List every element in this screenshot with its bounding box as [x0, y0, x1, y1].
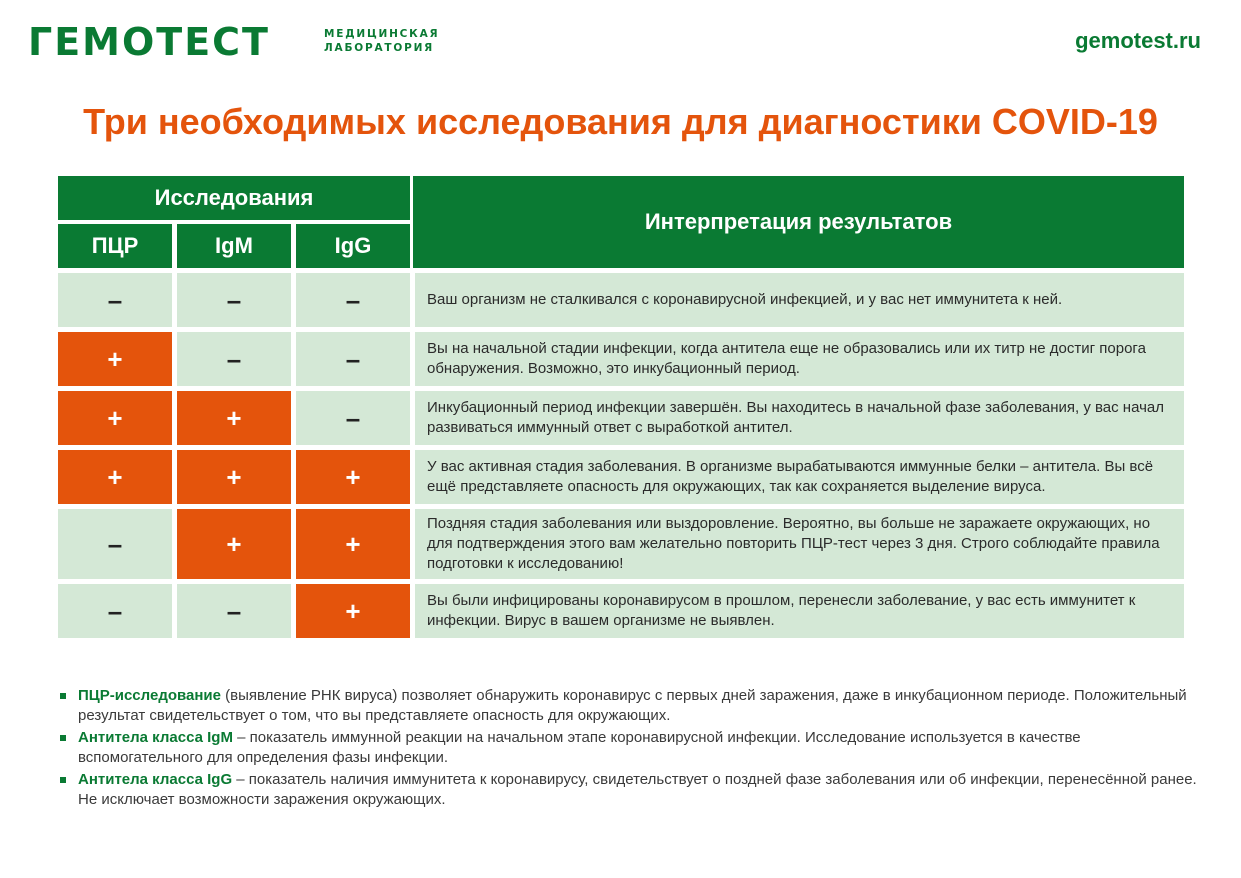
- col-header-igm: IgM: [177, 224, 291, 268]
- brand-subtitle-line-2: ЛАБОРАТОРИЯ: [324, 42, 435, 54]
- result-cell-igm: –: [177, 332, 291, 386]
- brand-subtitle-line-1: МЕДИЦИНСКАЯ: [324, 28, 440, 40]
- table-body: [58, 273, 1184, 638]
- note-item: [58, 686, 1198, 726]
- table-row: [58, 584, 1184, 638]
- result-cell-pcr: +: [58, 332, 172, 386]
- results-table: [58, 176, 1184, 638]
- brand-logo: ГЕМОТЕСТ: [28, 20, 270, 64]
- tests-group-header: Исследования: [58, 176, 410, 220]
- result-cell-igm: –: [177, 273, 291, 327]
- page-title: Три необходимых исследования для диагностики COVID-19: [83, 101, 1158, 142]
- bullet-icon: [60, 693, 66, 699]
- bullet-icon: [60, 735, 66, 741]
- result-cell-pcr: –: [58, 584, 172, 638]
- interpretation-text: Вы были инфицированы коронавирусом в прошлом, перенесли заболевание, у вас есть иммунитет к инфекции. Вирус в вашем организме не выявлен.: [415, 584, 1184, 638]
- result-cell-igg: +: [296, 450, 410, 504]
- table-row: [58, 391, 1184, 445]
- table-row: [58, 332, 1184, 386]
- result-cell-igm: –: [177, 584, 291, 638]
- result-cell-igg: +: [296, 584, 410, 638]
- result-cell-igg: –: [296, 332, 410, 386]
- interpretation-header: Интерпретация результатов: [413, 176, 1184, 268]
- interpretation-text: У вас активная стадия заболевания. В организме вырабатываются иммунные белки – антитела. Вы всё ещё представляете опасность для окружающих, так как сохраняется выделение вируса.: [415, 450, 1184, 504]
- note-term: Антитела класса IgG: [78, 771, 233, 788]
- interpretation-text: Ваш организм не сталкивался с коронавирусной инфекцией, и у вас нет иммунитета к ней.: [415, 273, 1184, 327]
- table-row: [58, 450, 1184, 504]
- interpretation-text: Инкубационный период инфекции завершён. Вы находитесь в начальной фазе заболевания, у вас начал развиваться иммунный ответ с выработкой антител.: [415, 391, 1184, 445]
- brand-subtitle: [324, 27, 439, 55]
- interpretation-text: Поздняя стадия заболевания или выздоровление. Вероятно, вы больше не заражаете окружающих, но для подтверждения этого вам желательно повторить ПЦР-тест через 3 дня. Строго соблюдайте правила подготовки к исследованию!: [415, 509, 1184, 579]
- table-header: [58, 176, 1184, 268]
- result-cell-pcr: –: [58, 273, 172, 327]
- result-cell-igm: +: [177, 450, 291, 504]
- col-header-igg: IgG: [296, 224, 410, 268]
- note-item: [58, 728, 1198, 768]
- footnotes: [58, 686, 1198, 812]
- result-cell-igg: –: [296, 391, 410, 445]
- note-term: ПЦР-исследование: [78, 687, 221, 704]
- result-cell-igg: –: [296, 273, 410, 327]
- tests-header-group: [58, 176, 410, 268]
- note-term: Антитела класса IgM: [78, 729, 233, 746]
- note-item: [58, 770, 1198, 810]
- result-cell-igm: +: [177, 509, 291, 579]
- result-cell-pcr: +: [58, 391, 172, 445]
- site-url: gemotest.ru: [1075, 28, 1201, 53]
- test-columns-header: [58, 224, 410, 268]
- note-text: (выявление РНК вируса) позволяет обнаружить коронавирус с первых дней заражения, даже в инкубационном периоде. Положительный результат свидетельствует о том, что вы представляете опасность для окружающих.: [78, 687, 1187, 724]
- col-header-pcr: ПЦР: [58, 224, 172, 268]
- result-cell-igm: +: [177, 391, 291, 445]
- bullet-icon: [60, 777, 66, 783]
- interpretation-text: Вы на начальной стадии инфекции, когда антитела еще не образовались или их титр не достиг порога обнаружения. Возможно, это инкубационный период.: [415, 332, 1184, 386]
- note-text: – показатель наличия иммунитета к коронавирусу, свидетельствует о поздней фазе заболевания или об инфекции, перенесённой ранее. Не исключает возможности заражения окружающих.: [78, 771, 1197, 808]
- result-cell-igg: +: [296, 509, 410, 579]
- table-row: [58, 509, 1184, 579]
- result-cell-pcr: –: [58, 509, 172, 579]
- table-row: [58, 273, 1184, 327]
- note-text: – показатель иммунной реакции на начальном этапе коронавирусной инфекции. Исследование используется в качестве вспомогательного для определения фазы инфекции.: [78, 729, 1081, 766]
- result-cell-pcr: +: [58, 450, 172, 504]
